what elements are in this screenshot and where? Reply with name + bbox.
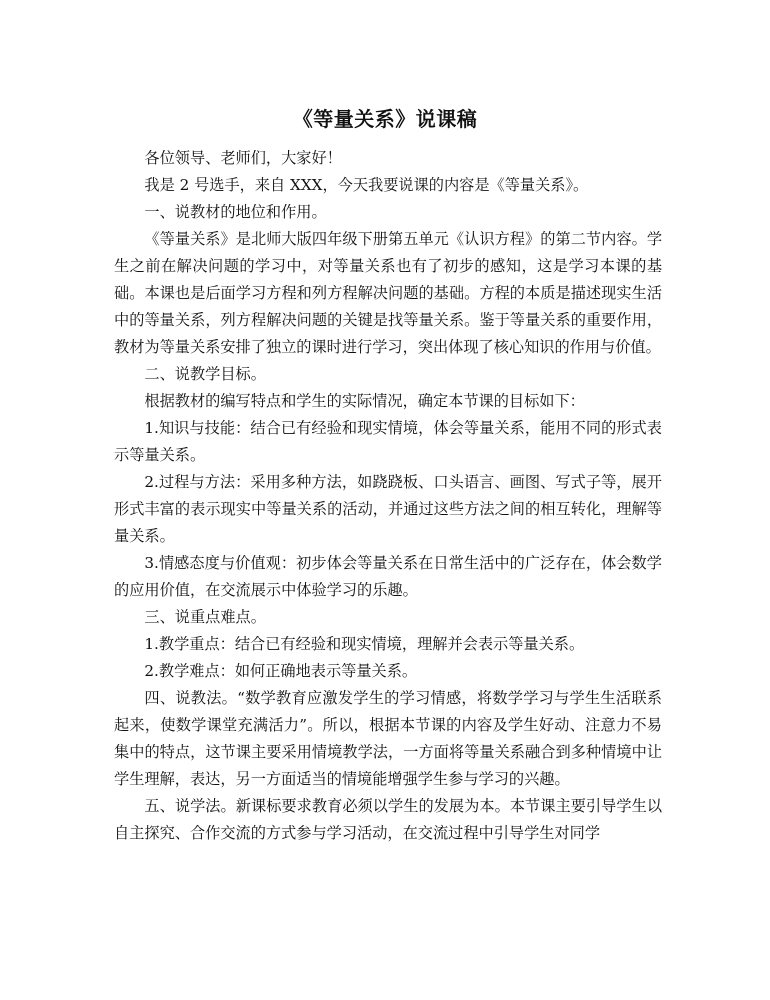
greeting-paragraph: 各位领导、老师们，大家好！ xyxy=(144,149,342,167)
keypoint-paragraph: 1.教学重点：结合已有经验和现实情境，理解并会表示等量关系。 xyxy=(144,635,585,653)
goal-attitude-paragraph: 3.情感态度与价值观：初步体会等量关系在日常生活中的广泛存在，体会数学的应用价值，在交流展示中体验学习的乐趣。 xyxy=(114,554,662,599)
document-title: 《等量关系》说课稿 xyxy=(292,107,478,131)
document-body xyxy=(114,145,662,847)
difficulty-paragraph: 2.教学难点：如何正确地表示等量关系。 xyxy=(144,662,418,680)
teaching-method-paragraph: 四、说教法。“数学教育应激发学生的学习情感，将数学学习与学生生活联系起来，使数学课堂充满活力”。所以，根据本节课的内容及学生好动、注意力不易集中的特点，这节课主要采用情境教学法，一方面将等量关系融合到多种情境中让学生理解，表达，另一方面适当的情境能增强学生参与学习的兴趣。 xyxy=(114,689,662,788)
textbook-paragraph: 《等量关系》是北师大版四年级下册第五单元《认识方程》的第二节内容。学生之前在解决问题的学习中，对等量关系也有了初步的感知，这是学习本课的基础。本课也是后面学习方程和列方程解决问题的基础。方程的本质是描述现实生活中的等量关系，列方程解决问题的关键是找等量关系。鉴于等量关系的重要作用，教材为等量关系安排了独立的课时进行学习，突出体现了核心知识的作用与价值。 xyxy=(114,230,662,356)
section-heading-textbook: 一、说教材的地位和作用。 xyxy=(144,203,327,221)
learning-method-paragraph: 五、说学法。新课标要求教育必须以学生的发展为本。本节课主要引导学生以自主探究、合作交流的方式参与学习活动，在交流过程中引导学生对同学 xyxy=(114,797,662,842)
goals-intro-paragraph: 根据教材的编写特点和学生的实际情况，确定本节课的目标如下： xyxy=(144,392,585,410)
intro-paragraph: 我是 2 号选手，来自 XXX，今天我要说课的内容是《等量关系》。 xyxy=(144,176,589,194)
goal-knowledge-paragraph: 1.知识与技能：结合已有经验和现实情境，体会等量关系，能用不同的形式表示等量关系。 xyxy=(114,419,662,464)
goal-process-paragraph: 2.过程与方法：采用多种方法，如跷跷板、口头语言、画图、写式子等，展开形式丰富的表示现实中等量关系的活动，并通过这些方法之间的相互转化，理解等量关系。 xyxy=(114,473,662,545)
section-heading-keypoints: 三、说重点难点。 xyxy=(144,608,266,626)
section-heading-goals: 二、说教学目标。 xyxy=(144,365,266,383)
